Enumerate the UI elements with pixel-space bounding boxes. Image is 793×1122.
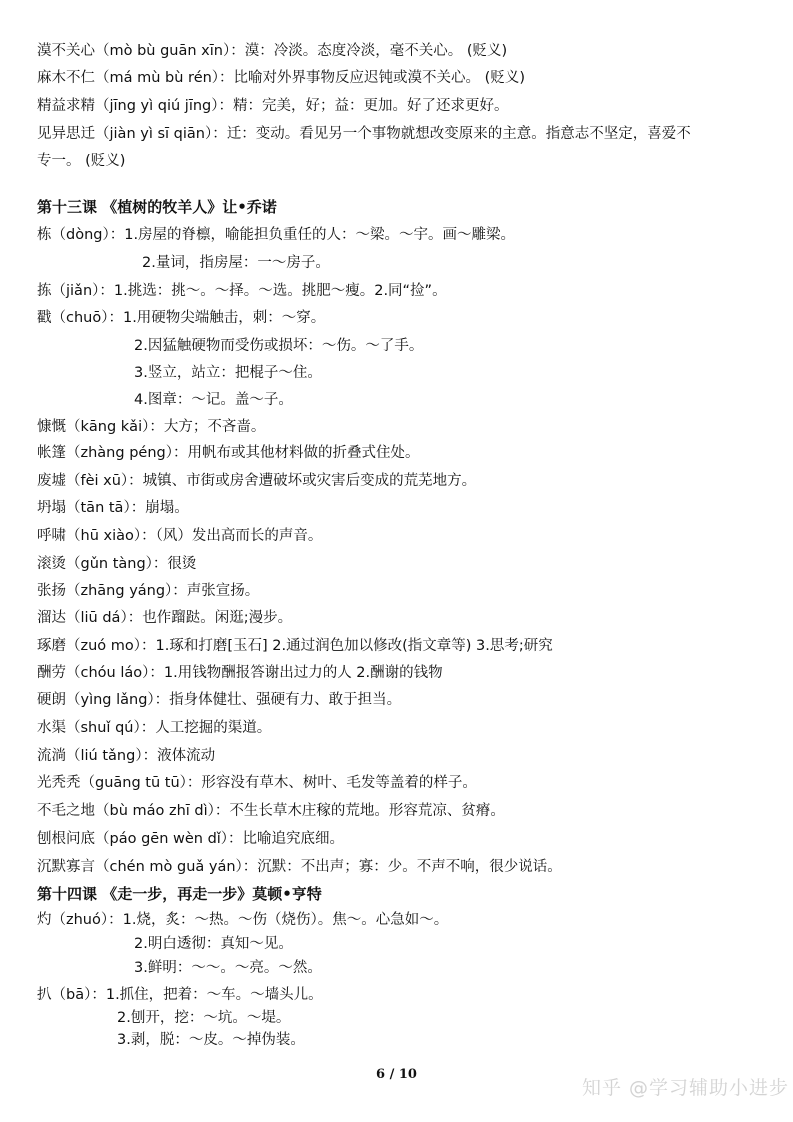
- vocab-entry-line: 水渠（shuǐ qú）：人工挖掘的渠道。: [37, 720, 272, 736]
- vocab-entry-line: 硬朗（yìng lǎng）：指身体健壮、强硬有力、敢于担当。: [37, 692, 402, 708]
- vocab-entry-line: 不毛之地（bù máo zhī dì）：不生长草木庄稼的荒地。形容荒凉、贫瘠。: [37, 803, 505, 819]
- vocab-entry-line: 溜达（liū dá）：也作蹓跶。闲逛;漫步。: [37, 610, 293, 626]
- vocab-entry-line: 2.量词，指房屋：一～房子。: [142, 255, 330, 271]
- vocab-entry-line: 漠不关心（mò bù guān xīn）：漠：冷淡。态度冷淡，毫不关心。 (贬义): [37, 43, 508, 59]
- vocab-entry-line: 光秃秃（guāng tū tū）：形容没有草木、树叶、毛发等盖着的样子。: [37, 775, 477, 791]
- vocab-entry-line: 滚烫（gǔn tàng）：很烫: [37, 556, 197, 572]
- vocab-entry-line: 精益求精（jīng yì qiú jīng）：精：完美，好；益：更加。好了还求更好。: [37, 98, 509, 114]
- page-number: 6 / 10: [376, 1067, 417, 1082]
- vocab-entry-line: 见异思迁（jiàn yì sī qiān）：迁：变动。看见另一个事物就想改变原来的主意。指意志不坚定，喜爱不: [37, 126, 691, 142]
- vocab-entry-line: 2.刨开，挖：～坑。～堤。: [117, 1010, 291, 1026]
- vocab-entry-line: 4.图章：～记。盖～子。: [134, 392, 293, 408]
- vocab-entry-line: 2.因猛触硬物而受伤或损坏：～伤。～了手。: [134, 338, 424, 354]
- vocab-entry-line: 呼啸（hū xiào）：（风）发出高而长的声音。: [37, 528, 323, 544]
- vocab-entry-line: 3.剥，脱：～皮。～掉伪装。: [117, 1032, 305, 1048]
- vocab-entry-line: 灼（zhuó）：1.烧，炙：～热。～伤（烧伤）。焦～。心急如～。: [37, 912, 449, 928]
- vocab-entry-line: 废墟（fèi xū）：城镇、市街或房舍遭破坏或灾害后变成的荒芜地方。: [37, 473, 477, 489]
- vocab-entry-line: 拣（jiǎn）：1.挑选：挑～。～择。～选。挑肥～瘦。2.同“捡”。: [37, 283, 447, 299]
- vocab-entry-line: 专一。 (贬义): [37, 153, 126, 169]
- vocab-entry-line: 流淌（liú tǎng）：液体流动: [37, 748, 216, 764]
- vocab-entry-line: 酬劳（chóu láo）：1.用钱物酬报答谢出过力的人 2.酬谢的钱物: [37, 665, 443, 681]
- vocab-entry-line: 2.明白透彻：真知～见。: [134, 936, 293, 952]
- vocab-entry-line: 帐篷（zhàng péng）：用帆布或其他材料做的折叠式住处。: [37, 445, 420, 461]
- lesson-heading: 第十四课 《走一步，再走一步》莫顿•亨特: [37, 885, 322, 903]
- vocab-entry-line: 沉默寡言（chén mò guǎ yán）：沉默：不出声；寡：少。不声不响，很少说话。: [37, 859, 562, 875]
- zhihu-watermark: 知乎 @学习辅助小进步: [582, 1077, 790, 1099]
- vocab-entry-line: 张扬（zhāng yáng）：声张宣扬。: [37, 583, 260, 599]
- vocab-entry-line: 栋（dòng）：1.房屋的脊檩，喻能担负重任的人：～梁。～宇。画～雕梁。: [37, 227, 516, 243]
- vocab-entry-line: 3.鲜明：～～。～亮。～然。: [134, 960, 322, 976]
- vocab-entry-line: 刨根问底（páo gēn wèn dǐ）：比喻追究底细。: [37, 831, 345, 847]
- vocab-entry-line: 坍塌（tān tā）：崩塌。: [37, 500, 189, 516]
- vocab-entry-line: 慷慨（kāng kǎi）：大方；不吝啬。: [37, 419, 266, 435]
- vocab-entry-line: 戳（chuō）：1.用硬物尖端触击，刺：～穿。: [37, 310, 326, 326]
- vocab-entry-line: 琢磨（zuó mo）：1.琢和打磨[玉石] 2.通过润色加以修改(指文章等) 3.思考;研究: [37, 638, 553, 654]
- vocab-entry-line: 3.竖立，站立：把棍子～住。: [134, 365, 322, 381]
- vocab-entry-line: 扒（bā）：1.抓住，把着：～车。～墙头儿。: [37, 987, 323, 1003]
- vocab-entry-line: 麻木不仁（má mù bù rén）：比喻对外界事物反应迟钝或漠不关心。 (贬义): [37, 70, 525, 86]
- lesson-heading: 第十三课 《植树的牧羊人》让•乔诺: [37, 198, 277, 216]
